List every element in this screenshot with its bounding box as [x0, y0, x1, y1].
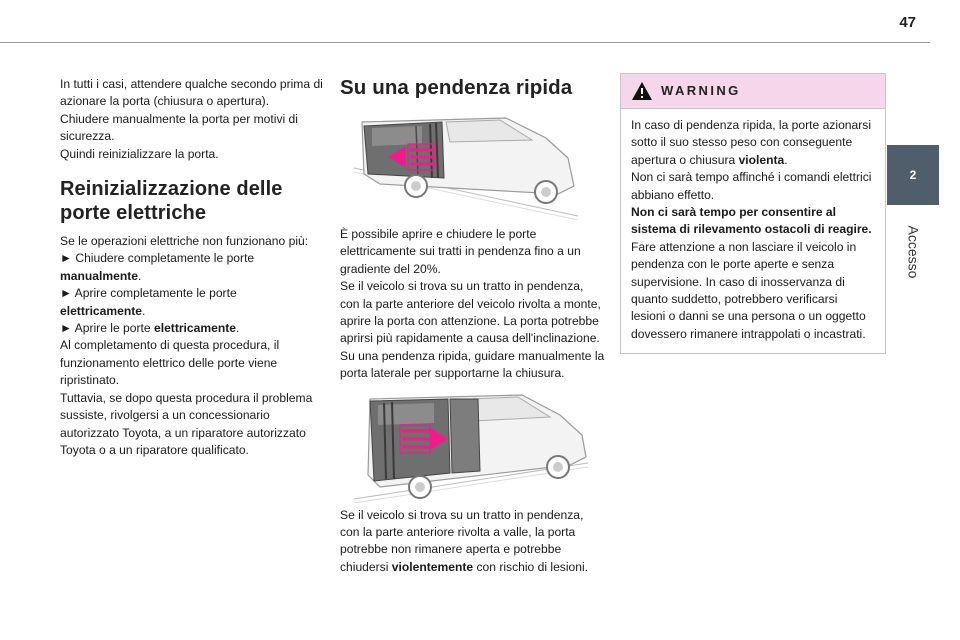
intro-text: In tutti i casi, attendere qualche secondo prima di azionare la porta (chiusura o apertura). [60, 77, 323, 109]
page-number: 47 [899, 14, 916, 31]
chapter-tab[interactable]: 2 [887, 145, 939, 205]
warning-text-bold: Non ci sarà tempo per consentire al sistema di rilevamento ostacoli di reagire. [631, 205, 872, 237]
column-3 [620, 73, 886, 354]
warning-box [620, 73, 886, 354]
section-heading-slope: Su una pendenza ripida [340, 76, 573, 99]
column-2 [340, 76, 605, 576]
warning-text: Non ci sarà tempo affinché i comandi elettrici abbiano effetto. [631, 170, 872, 202]
step-1: ► Chiudere completamente le porte manualmente. [60, 251, 255, 283]
warning-triangle-icon [631, 81, 653, 101]
van-downhill-illustration [350, 391, 592, 503]
intro-text: Quindi reinizializzare la porta. [60, 146, 219, 161]
intro-text: Chiudere manualmente la porta per motivi di sicurezza. [60, 111, 298, 144]
outro-text: Tuttavia, se dopo questa procedura il problema sussiste, rivolgersi a un concessionario autorizzato Toyota, a un riparatore autorizzato Toyota o a un riparatore qualificato. [60, 390, 313, 457]
step-3: ► Aprire le porte elettricamente. [60, 321, 240, 336]
warning-text: Fare attenzione a non lasciare il veicolo in pendenza con le porte aperte e senza supervisione. In caso di inosservanza di quanto suddetto, potrebbero verificarsi lesioni o danni se una persona o un oggetto dovessero rimanere intrappolati o incastrati. [631, 239, 866, 341]
lead-text: Se le operazioni elettriche non funzionano più: [60, 234, 309, 249]
outro-text: Al completamento di questa procedura, il funzionamento elettrico delle porte viene ripristinato. [60, 338, 280, 388]
slope-text: Su una pendenza ripida, guidare manualmente la porta laterale per supportarne la chiusura. [340, 348, 605, 381]
warning-header [621, 74, 885, 109]
slope-text-2: Se il veicolo si trova su un tratto in pendenza, con la parte anteriore rivolta a valle, la porta potrebbe non rimanere aperta e potrebbe chiudersi violentemente con rischio di lesioni. [340, 507, 589, 574]
header-rule [0, 42, 930, 43]
step-2: ► Aprire completamente le porte elettricamente. [60, 286, 237, 318]
slope-text: È possibile aprire e chiudere le porte elettricamente sui tratti in pendenza fino a un gradiente del 20%. [340, 227, 581, 276]
column-1 [60, 76, 325, 459]
chapter-label: Accesso [905, 225, 922, 279]
warning-title: WARNING [661, 83, 741, 99]
warning-text: In caso di pendenza ripida, la porte azionarsi sotto il suo stesso peso con conseguente apertura o chiusura violenta. [631, 118, 872, 167]
warning-body [621, 109, 885, 353]
section-heading-reset: Reinizializzazione delle porte elettriche [60, 178, 283, 225]
van-uphill-illustration [350, 108, 582, 220]
slope-text: Se il veicolo si trova su un tratto in pendenza, con la parte anteriore del veicolo rivolta a monte, aprire la porta con attenzione. La porta potrebbe aprirsi più rapidamente a causa dell'inclinazione. [340, 279, 601, 346]
